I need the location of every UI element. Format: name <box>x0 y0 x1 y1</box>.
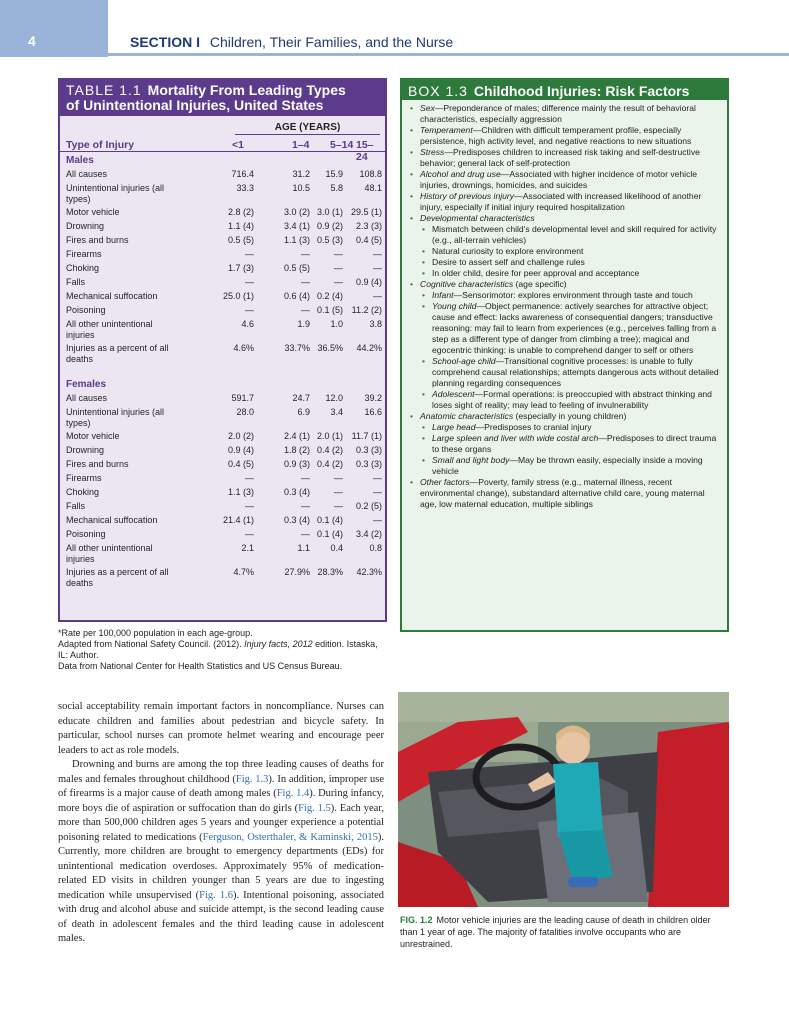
table-cell: 3.4 (2) <box>355 529 382 539</box>
table-cell: 11.2 (2) <box>351 305 382 315</box>
table-row <box>60 471 385 485</box>
table-cell: — <box>245 305 254 315</box>
group-heading <box>60 377 385 391</box>
table-cell: 1.1 (3) <box>227 487 254 497</box>
row-label: Motor vehicle <box>66 431 120 441</box>
group-label: Males <box>66 155 94 166</box>
list-item-text: —Transitional cognitive processes: is unable to fully comprehend causal relationships; attempts dangerous acts without detailed planning regarding consequences <box>432 356 719 388</box>
table-label: TABLE 1.1 <box>66 82 142 98</box>
mortality-table <box>58 78 387 622</box>
table-cell: 1.9 <box>297 319 310 329</box>
adapted-title: Injury facts, 2012 <box>244 639 313 649</box>
box-label: BOX 1.3 <box>408 83 468 99</box>
table-cell: 0.8 <box>369 543 382 553</box>
row-label: All other unintentional injuries <box>66 319 153 340</box>
row-label: Injuries as a percent of all deaths <box>66 343 169 364</box>
table-row <box>60 391 385 405</box>
adapted-suffix: edition. Istaska, IL: Author. <box>58 639 378 660</box>
list-item <box>410 125 721 147</box>
figure-caption <box>400 914 730 950</box>
table-cell: 0.4 (5) <box>227 459 254 469</box>
row-label: Mechanical suffocation <box>66 291 158 301</box>
section-title: Children, Their Families, and the Nurse <box>209 34 454 50</box>
table-row <box>60 429 385 443</box>
table-row <box>60 499 385 513</box>
running-header <box>130 34 453 50</box>
header-rule <box>108 53 789 56</box>
table-heading <box>60 80 385 116</box>
table-cell: 0.6 (4) <box>283 291 310 301</box>
table-row <box>60 485 385 499</box>
table-cell: 3.0 (1) <box>316 207 343 217</box>
row-label: Drowning <box>66 221 105 231</box>
list-item-text: Mismatch between child's developmental level and skill required for activity (e.g., all-terrain vehicles) <box>432 224 717 245</box>
table-row <box>60 303 385 317</box>
table-row <box>60 181 385 205</box>
text-run: ). Currently, more children are brought to emergency departments (EDs) for unintentional medication overdoses. Approximately 95% of medication-related ED visits in children younger than 5 years are due to ingesting medication while unsupervised ( <box>58 831 384 901</box>
row-label: Falls <box>66 277 86 287</box>
table-cell: 3.8 <box>369 319 382 329</box>
list-item <box>410 213 721 224</box>
table-row <box>60 317 385 341</box>
table-cell: 2.3 (3) <box>355 221 382 231</box>
table-cell: 16.6 <box>364 407 382 417</box>
figure-link[interactable]: Fig. 1.3 <box>235 773 269 785</box>
table-cell: 2.1 <box>241 543 254 553</box>
table-row <box>60 405 385 429</box>
row-label: Poisoning <box>66 529 106 539</box>
table-cell: 3.0 (2) <box>283 207 310 217</box>
page-number-tab <box>0 0 108 57</box>
table-cell: 0.5 (3) <box>316 235 343 245</box>
list-item-term: Young child <box>432 301 477 311</box>
list-item-text: —May be thrown easily, especially inside a moving vehicle <box>432 455 703 476</box>
table-cell: 0.9 (3) <box>283 459 310 469</box>
list-item-text: In older child, desire for peer approval and acceptance <box>432 268 640 278</box>
row-label: All causes <box>66 393 108 403</box>
table-cell: — <box>334 501 343 511</box>
table-cell: 28.0 <box>236 407 254 417</box>
table-cell: 0.3 (4) <box>283 487 310 497</box>
age-rule <box>235 134 380 135</box>
table-cell: 25.0 (1) <box>222 291 254 301</box>
row-label: Fires and burns <box>66 235 129 245</box>
list-item <box>422 290 721 301</box>
table-cell: 0.2 (4) <box>316 291 343 301</box>
table-cell: — <box>245 473 254 483</box>
citation-link[interactable]: Ferguson, Osterthaler, & Kaminski, 2015 <box>202 831 378 843</box>
list-item <box>410 279 721 290</box>
table-row <box>60 205 385 219</box>
list-item-term: Small and light body <box>432 455 510 465</box>
list-item-text: —Object permanence: actively searches for attractive object; cause and effect: lacks awareness of consequential dangers; transductive reasoning: may fail to learn from experiences (e.g., perceives falling from a step as a different type of danger from climbing a tree); magical and egocentric thinking: is unable to comprehend danger to self or others <box>432 301 717 355</box>
row-label: Falls <box>66 501 86 511</box>
body-text <box>58 700 384 947</box>
table-cell: — <box>301 529 310 539</box>
list-item-term: Temperament <box>420 125 473 135</box>
column-header: 1–4 <box>292 139 310 151</box>
table-cell: 4.6% <box>233 343 254 353</box>
table-cell: 0.1 (4) <box>316 529 343 539</box>
table-cell: 0.9 (4) <box>355 277 382 287</box>
list-item-term: Large head <box>432 422 476 432</box>
table-body <box>60 153 385 589</box>
table-cell: 6.9 <box>297 407 310 417</box>
list-item-term: Alcohol and drug use <box>420 169 501 179</box>
table-cell: 1.0 <box>330 319 343 329</box>
list-item-term: School-age child <box>432 356 496 366</box>
list-item <box>422 224 721 246</box>
table-cell: — <box>301 249 310 259</box>
table-cell: — <box>245 529 254 539</box>
table-cell: 36.5% <box>317 343 343 353</box>
table-cell: 31.2 <box>292 169 310 179</box>
list-item-text: (age specific) <box>513 279 567 289</box>
table-row <box>60 233 385 247</box>
table-cell: 3.4 (1) <box>283 221 310 231</box>
table-row <box>60 565 385 589</box>
list-item-text: —Children with difficult temperament profile, especially persistence, high activity level, and negative reactions to new situations <box>420 125 692 146</box>
adapted-prefix: Adapted from National Safety Council. (2012). <box>58 639 245 649</box>
list-item-text: Desire to assert self and challenge rules <box>432 257 585 267</box>
figure-link[interactable]: Fig. 1.5 <box>298 802 331 814</box>
table-cell: 3.4 <box>330 407 343 417</box>
list-item <box>410 477 721 510</box>
data-source-note: Data from National Center for Health Statistics and US Census Bureau. <box>58 661 343 671</box>
list-item <box>422 268 721 279</box>
table-title-line2: of Unintentional Injuries, United States <box>66 97 324 113</box>
list-item-term: Other factors <box>420 477 470 487</box>
column-header: Type of Injury <box>66 139 135 151</box>
row-label: All other unintentional injuries <box>66 543 153 564</box>
row-label: Fires and burns <box>66 459 129 469</box>
table-cell: 1.1 (4) <box>227 221 254 231</box>
table-cell: 108.8 <box>359 169 382 179</box>
table-cell: — <box>334 487 343 497</box>
list-item-term: History of previous injury <box>420 191 515 201</box>
table-cell: 2.4 (1) <box>283 431 310 441</box>
table-cell: 0.9 (2) <box>316 221 343 231</box>
text-run: ). Each year, more than 500,000 children ages 5 years and younger experience a potential poisoning related to medications ( <box>58 802 384 843</box>
column-header: <1 <box>232 139 244 151</box>
table-cell: 591.7 <box>231 393 254 403</box>
table-row <box>60 527 385 541</box>
paragraph: social acceptability remain important factors in noncompliance. Nurses can educate children and families about pedestrian and bicycle safety. In particular, school nurses can promote helmet wearing and encourage peer leaders to act as role models. <box>58 701 384 756</box>
box-list <box>402 100 727 510</box>
list-item <box>422 301 721 356</box>
table-cell: 5.8 <box>330 183 343 193</box>
table-cell: 1.8 (2) <box>283 445 310 455</box>
table-row <box>60 275 385 289</box>
list-item-term: Infant <box>432 290 454 300</box>
table-cell: 1.1 (3) <box>283 235 310 245</box>
row-label: Poisoning <box>66 305 106 315</box>
list-item-text: —Poverty, family stress (e.g., maternal illness, recent environmental change), substandard alternative child care, young maternal age, low maternal education, multiple siblings <box>420 477 705 509</box>
table-cell: 39.2 <box>364 393 382 403</box>
row-label: Injuries as a percent of all deaths <box>66 567 169 588</box>
table-row <box>60 341 385 365</box>
table-cell: — <box>373 263 382 273</box>
risk-factors-box <box>400 78 729 632</box>
row-label: Drowning <box>66 445 105 455</box>
figure-link[interactable]: Fig. 1.6 <box>199 889 233 901</box>
figure-link[interactable]: Fig. 1.4 <box>276 788 310 799</box>
table-cell: 0.4 <box>330 543 343 553</box>
column-header: 15–24 <box>356 139 374 163</box>
box-heading <box>402 80 727 100</box>
table-cell: 0.1 (4) <box>316 515 343 525</box>
table-cell: — <box>373 473 382 483</box>
table-cell: 21.4 (1) <box>222 515 254 525</box>
table-cell: — <box>245 249 254 259</box>
list-item <box>422 433 721 455</box>
table-cell: 0.4 (2) <box>316 459 343 469</box>
table-row <box>60 289 385 303</box>
table-cell: — <box>334 263 343 273</box>
row-label: Unintentional injuries (all types) <box>66 407 165 428</box>
table-cell: 44.2% <box>356 343 382 353</box>
table-row <box>60 219 385 233</box>
list-item-term: Stress <box>420 147 445 157</box>
table-cell: 33.3 <box>236 183 254 193</box>
table-cell: 2.0 (1) <box>316 431 343 441</box>
row-label: All causes <box>66 169 108 179</box>
column-header: 5–14 <box>330 139 354 151</box>
table-cell: 716.4 <box>231 169 254 179</box>
table-row <box>60 457 385 471</box>
row-label: Choking <box>66 487 100 497</box>
list-item-term: Anatomic characteristics <box>420 411 514 421</box>
table-cell: — <box>334 249 343 259</box>
table-row <box>60 247 385 261</box>
table-cell: 2.0 (2) <box>227 431 254 441</box>
table-cell: 0.3 (3) <box>355 445 382 455</box>
list-item-text: —Formal operations: is preoccupied with abstract thinking and loses sight of reality; may lead to feeling of invulnerability <box>432 389 712 410</box>
page-number: 4 <box>28 33 36 49</box>
list-item-text: Natural curiosity to explore environment <box>432 246 584 256</box>
list-item-term: Developmental characteristics <box>420 213 535 223</box>
list-item <box>422 422 721 433</box>
table-cell: — <box>301 473 310 483</box>
list-item-text: —Sensorimotor: explores environment through taste and touch <box>453 290 693 300</box>
table-cell: — <box>373 487 382 497</box>
row-label: Unintentional injuries (all types) <box>66 183 165 204</box>
figure-label: FIG. 1.2 <box>400 915 433 925</box>
list-item-text: —Predisposes children to increased risk taking and self-destructive behavior; general lack of self-protection <box>420 147 700 168</box>
rate-note: *Rate per 100,000 population in each age-group. <box>58 628 253 638</box>
table-cell: — <box>373 515 382 525</box>
list-item-term: Adolescent <box>432 389 475 399</box>
row-label: Mechanical suffocation <box>66 515 158 525</box>
table-cell: — <box>301 305 310 315</box>
list-item-text: —Associated with increased likelihood of another injury, especially if initial injury required hospitalization <box>420 191 702 212</box>
photo-illustration <box>398 692 729 907</box>
box-title: Childhood Injuries: Risk Factors <box>473 83 690 99</box>
table-cell: 48.1 <box>364 183 382 193</box>
table-title-line1: Mortality From Leading Types <box>147 82 346 98</box>
paragraph <box>58 758 384 947</box>
table-cell: 0.3 (3) <box>355 459 382 469</box>
table-cell: 0.5 (5) <box>283 263 310 273</box>
text-run: ). During infancy, more boys die of aspiration or suffocation than do girls ( <box>58 788 385 814</box>
table-cell: — <box>334 473 343 483</box>
list-item <box>410 147 721 169</box>
group-heading <box>60 153 385 167</box>
table-cell: 12.0 <box>325 393 343 403</box>
adapted-note <box>58 639 387 661</box>
row-label: Motor vehicle <box>66 207 120 217</box>
table-cell: — <box>373 249 382 259</box>
table-row <box>60 513 385 527</box>
child-in-car-photo <box>398 692 729 907</box>
table-cell: 24.7 <box>292 393 310 403</box>
table-cell: — <box>301 501 310 511</box>
table-cell: — <box>245 501 254 511</box>
table-cell: 28.3% <box>317 567 343 577</box>
table-row <box>60 261 385 275</box>
table-cell: 10.5 <box>292 183 310 193</box>
table-cell: 0.2 (5) <box>355 501 382 511</box>
list-item-text: —Associated with higher incidence of motor vehicle injuries, drownings, homicides, and suicides <box>420 169 698 190</box>
list-item <box>410 103 721 125</box>
list-item-term: Cognitive characteristics <box>420 279 514 289</box>
table-cell: — <box>334 277 343 287</box>
table-cell: 0.4 (2) <box>316 445 343 455</box>
table-row <box>60 541 385 565</box>
table-cell: 0.9 (4) <box>227 445 254 455</box>
table-cell: — <box>245 277 254 287</box>
group-gap <box>60 365 385 377</box>
row-label: Firearms <box>66 473 102 483</box>
table-cell: 2.8 (2) <box>227 207 254 217</box>
list-item-text: —Preponderance of males; difference mainly the result of behavioral characteristics, especially aggression <box>420 103 696 124</box>
table-cell: — <box>301 277 310 287</box>
list-item <box>410 411 721 422</box>
list-item-text: (especially in young children) <box>513 411 627 421</box>
table-row <box>60 443 385 457</box>
age-header: AGE (YEARS) <box>274 122 341 133</box>
table-cell: 4.7% <box>233 567 254 577</box>
text-run: Drowning and burns are among the top three leading causes of deaths for males and females throughout childhood ( <box>58 759 384 785</box>
section-label: SECTION I <box>130 34 201 50</box>
list-item <box>422 455 721 477</box>
list-item-term: Sex <box>420 103 435 113</box>
text-run: ). In addition, improper use of firearms is a major cause of death among males ( <box>58 773 384 799</box>
list-item <box>410 191 721 213</box>
table-cell: 0.5 (5) <box>227 235 254 245</box>
row-label: Choking <box>66 263 100 273</box>
table-cell: 42.3% <box>356 567 382 577</box>
list-item <box>422 246 721 257</box>
list-item <box>422 257 721 268</box>
table-cell: 29.5 (1) <box>350 207 382 217</box>
table-cell: 0.3 (4) <box>283 515 310 525</box>
table-cell: 15.9 <box>325 169 343 179</box>
list-item-term: Large spleen and liver with wide costal arch <box>432 433 599 443</box>
text-run: ). Intentional poisoning, associated with drug and alcohol abuse and suicide attempt, is the second leading cause of death in adolescent females and the third leading cause in adolescent males. <box>58 889 384 944</box>
group-label: Females <box>66 379 107 390</box>
list-item <box>422 356 721 389</box>
table-cell: 4.6 <box>241 319 254 329</box>
table-cell: 1.7 (3) <box>227 263 254 273</box>
table-cell: 11.7 (1) <box>351 431 382 441</box>
table-cell: 27.9% <box>284 567 310 577</box>
table-notes <box>58 628 387 672</box>
row-label: Firearms <box>66 249 102 259</box>
table-cell: 33.7% <box>284 343 310 353</box>
table-cell: 1.1 <box>297 543 310 553</box>
table-row <box>60 167 385 181</box>
list-item <box>422 389 721 411</box>
figure-caption-text: Motor vehicle injuries are the leading cause of death in children older than 1 year of age. The majority of fatalities involve occupants who are unrestrained. <box>400 915 711 949</box>
list-item-text: —Predisposes to cranial injury <box>475 422 592 432</box>
list-item-text: —Predisposes to direct trauma to these organs <box>432 433 717 454</box>
table-cell: 0.1 (5) <box>316 305 343 315</box>
table-cell: — <box>373 291 382 301</box>
list-item <box>410 169 721 191</box>
table-cell: 0.4 (5) <box>355 235 382 245</box>
